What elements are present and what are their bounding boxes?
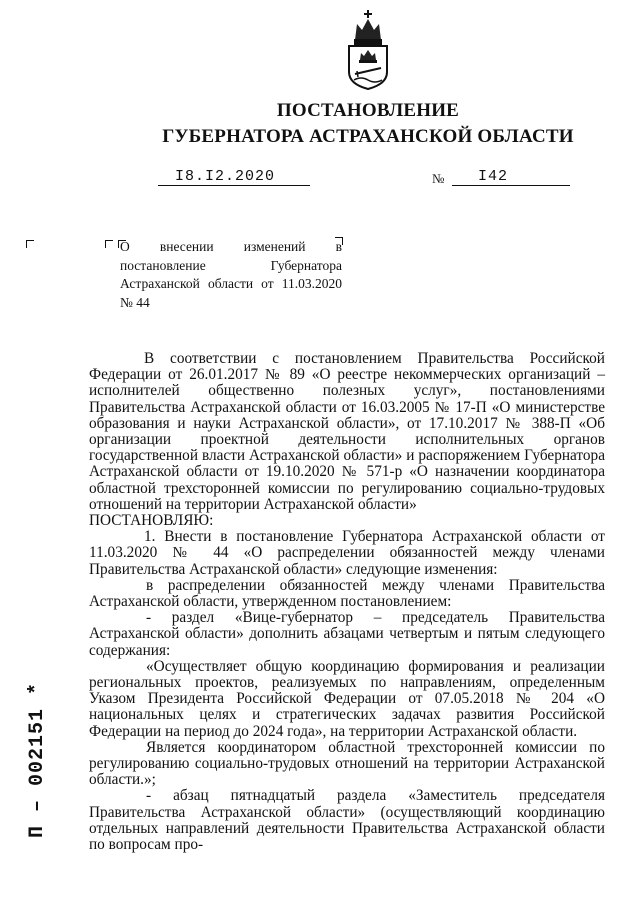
resolve-heading: ПОСТАНОВЛЯЮ: [89,512,214,530]
body-paragraph: Является координатором областной трехсторонней комиссии по регулированию социально-трудовых отношений на территории Астраханской области.»; [89,738,605,789]
body-paragraph: в распределении обязанностей между членами Правительства Астраханской области, утвержденном постановлением: [89,576,605,611]
body-paragraph: - абзац пятнадцатый раздела «Заместитель председателя Правительства Астраханской области» (осуществляющий координацию отдельных направлений деятельности Правительства Астраханской области по вопросам про- [89,787,605,854]
number-sign: № [432,171,445,186]
corner-mark [105,240,113,248]
document-issuer: ГУБЕРНАТОРА АСТРАХАНСКОЙ ОБЛАСТИ [162,126,574,147]
preamble-paragraph: В соответствии с постановлением Правительства Российской Федерации от 26.01.2017 № 89 «О реестре некоммерческих организаций – исполнителей общественно полезных услуг», постановлениями Правительства Астраханской области от 16.03.2005 № 17-П «О министерстве образования и науки Астраханской области», от 17.10.2017 № 388-П «Об организации проектной деятельности исполнительных органов государственной власти Астраханской области» и распоряжением Губернатора Астраханской области от 19.10.2020 № 571-р «О назначении координатора областной трехсторонней комиссии по регулированию социально-трудовых отношений на территории Астраханской области» [89,350,605,513]
body-paragraph: 1. Внести в постановление Губернатора Астраханской области от 11.03.2020 № 44 «О распределении обязанностей между членами Правительства Астраханской области» следующие изменения: [89,528,605,578]
body-paragraph: «Осуществляет общую координацию формирования и реализации региональных проектов, реализуемых по направлениям, определенным Указом Президента Российской Федерации от 07.05.2018 № 204 «О национальных целях и стратегических задачах развития Российской Федерации на период до 2024 года», на территории Астраханской области. [89,657,605,740]
document-date: I8.I2.2020 [175,168,276,185]
corner-mark [26,240,34,248]
body-paragraph: - раздел «Вице-губернатор – председатель Правительства Астраханской области» дополнить абзацами четвертым и пятым следующего содержания: [89,609,605,659]
date-underline [158,185,310,186]
side-registration-stamp: П – 002151 * [26,681,49,838]
number-underline [452,185,570,186]
coat-of-arms-emblem [345,10,391,90]
document-subject: О внесении изменений в постановление Губернатора Астраханской области от 11.03.2020 № 44 [120,239,342,310]
document-body [89,351,605,853]
document-number: I42 [478,168,509,185]
document-title: ПОСТАНОВЛЕНИЕ [276,100,460,121]
